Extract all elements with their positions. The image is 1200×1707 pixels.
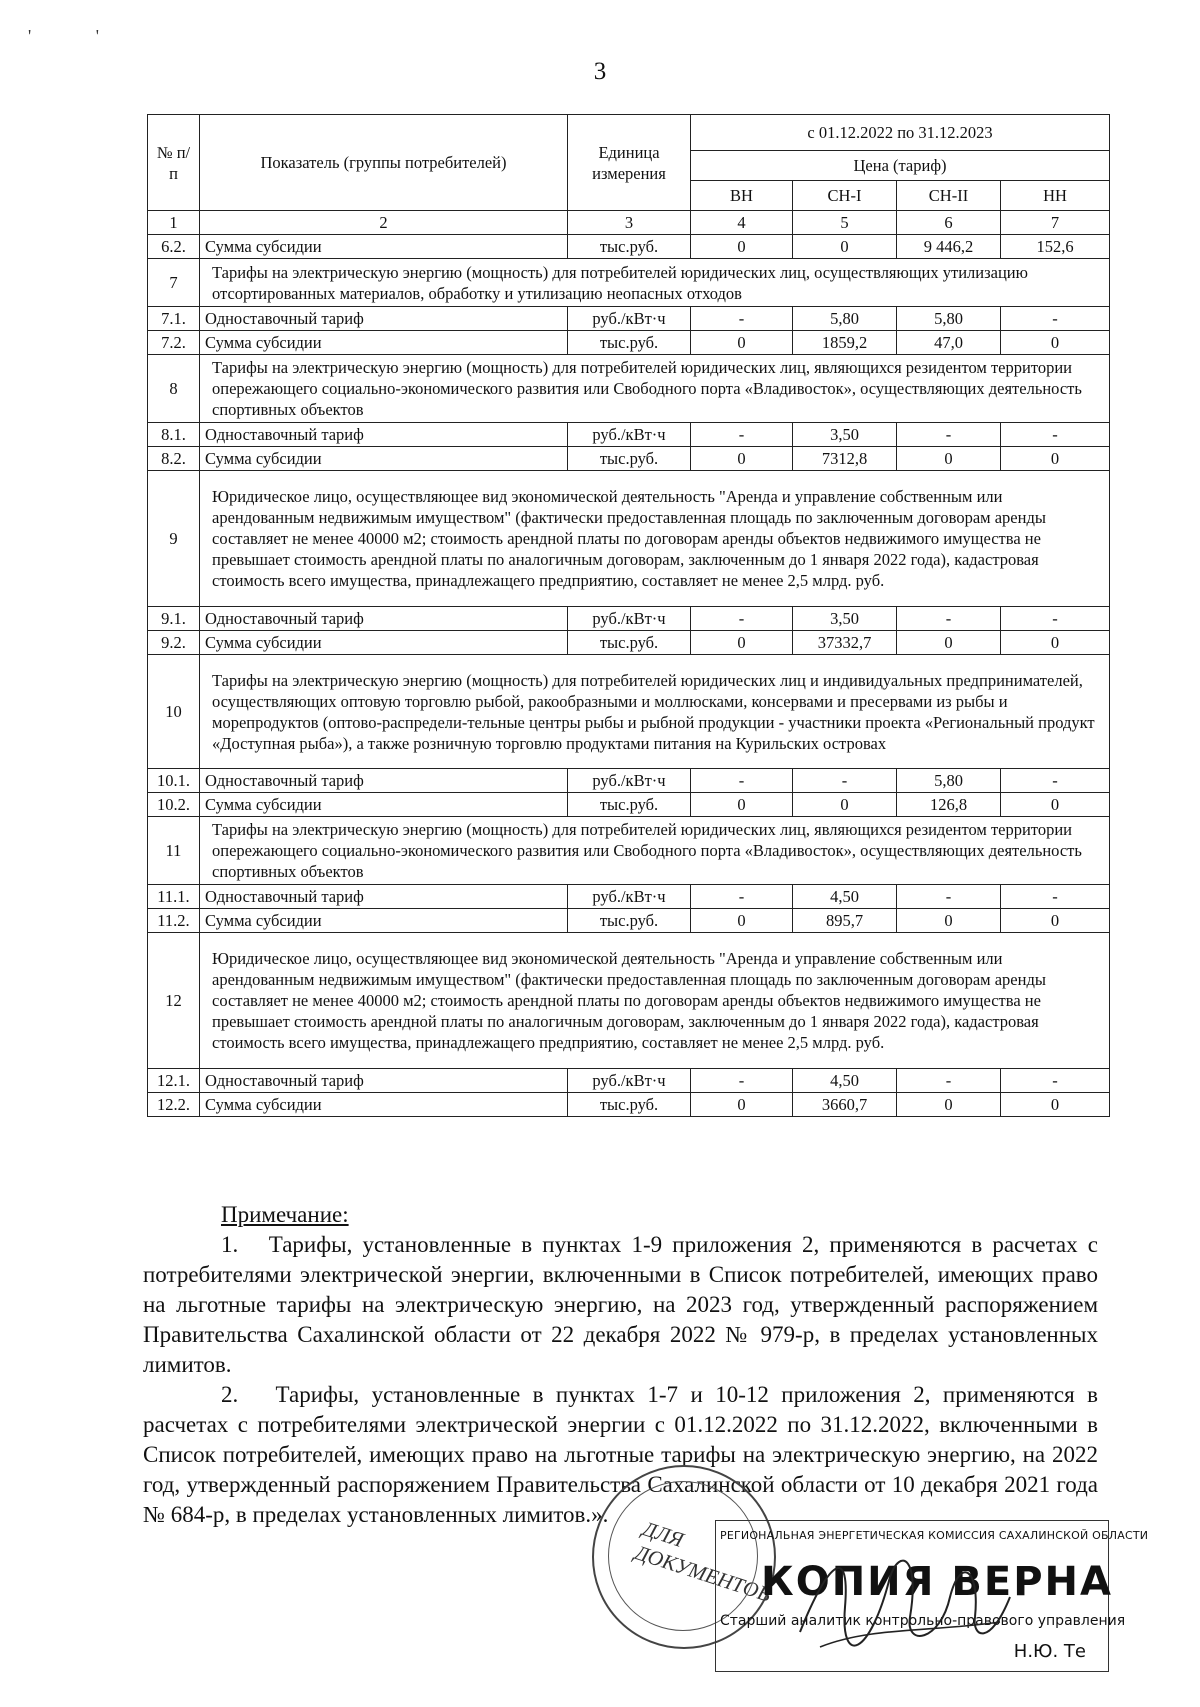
row-indicator: Одноставочный тариф	[200, 769, 568, 793]
group-num: 12	[148, 933, 200, 1069]
tariff-table	[147, 114, 1110, 1117]
row-value: -	[793, 769, 897, 793]
row-value: 895,7	[793, 909, 897, 933]
row-value: 0	[691, 331, 793, 355]
header-num: № п/п	[148, 115, 200, 211]
row-value: 0	[897, 909, 1001, 933]
table-body	[148, 235, 1110, 1117]
row-value: 0	[897, 1093, 1001, 1117]
row-value: -	[691, 607, 793, 631]
note-item-2: 2. Тарифы, установленные в пунктах 1-7 и 10-12 приложения 2, применяются в расчетах с потребителями электрической энергии с 01.12.2022 по 31.12.2022, включенными в Список потребителей, имеющих право на льготные тарифы на электрическую энергию, на 2022 год, утвержденный распоряжением Правительства Сахалинской области от 10 декабря 2021 года № 684-р, в пределах установленных лимитов.».	[143, 1382, 1098, 1527]
col-number: 4	[691, 211, 793, 235]
row-value: 0	[691, 235, 793, 259]
row-value: -	[897, 423, 1001, 447]
header-level-vn: ВН	[691, 181, 793, 211]
row-value: -	[897, 1069, 1001, 1093]
row-value: 0	[1001, 1093, 1110, 1117]
row-value: -	[691, 423, 793, 447]
round-seal-text: ДЛЯ ДОКУМЕНТОВ	[632, 1516, 775, 1607]
row-value: 5,80	[897, 307, 1001, 331]
header-period: с 01.12.2022 по 31.12.2023	[691, 115, 1110, 151]
row-indicator: Одноставочный тариф	[200, 607, 568, 631]
row-value: 4,50	[793, 885, 897, 909]
row-value: 1859,2	[793, 331, 897, 355]
table-row	[148, 307, 1110, 331]
row-value: 3,50	[793, 607, 897, 631]
col-number: 7	[1001, 211, 1110, 235]
row-value: 7312,8	[793, 447, 897, 471]
row-indicator: Сумма субсидии	[200, 1093, 568, 1117]
row-value: -	[897, 607, 1001, 631]
row-value: -	[897, 885, 1001, 909]
row-num: 10.1.	[148, 769, 200, 793]
group-description: Юридическое лицо, осуществляющее вид экономической деятельность "Аренда и управление собственным или арендованным недвижимым имуществом" (фактически предоставленная площадь по заключенным договорам аренды составляет не менее 40000 м2; стоимость арендной платы по договорам аренды объектов недвижимого имущества не превышает стоимость арендной платы по аналогичным договорам, заключенным до 1 января 2022 года), кадастровая стоимость всего имущества, принадлежащего предприятию, составляет не менее 2,5 млрд. руб.	[200, 471, 1110, 607]
row-value: 0	[1001, 447, 1110, 471]
row-value: 0	[691, 1093, 793, 1117]
stamp-organization: РЕГИОНАЛЬНАЯ ЭНЕРГЕТИЧЕСКАЯ КОМИССИЯ САХАЛИНСКОЙ ОБЛАСТИ	[720, 1529, 1149, 1542]
table-row	[148, 235, 1110, 259]
row-value: 0	[1001, 631, 1110, 655]
table-row	[148, 769, 1110, 793]
row-num: 8.1.	[148, 423, 200, 447]
scan-specks: ' '	[28, 26, 129, 46]
table-group-row	[148, 933, 1110, 1069]
table-group-row	[148, 471, 1110, 607]
row-value: 0	[1001, 331, 1110, 355]
header-indicator: Показатель (группы потребителей)	[200, 115, 568, 211]
row-value: -	[691, 307, 793, 331]
row-value: 152,6	[1001, 235, 1110, 259]
row-unit: руб./кВт·ч	[568, 423, 691, 447]
row-num: 7.1.	[148, 307, 200, 331]
row-value: -	[1001, 423, 1110, 447]
group-description: Тарифы на электрическую энергию (мощность) для потребителей юридических лиц, являющихся резидентом территории опережающего социально-экономического развития или Свободного порта «Владивосток», осуществляющих деятельность спортивных объектов	[200, 817, 1110, 885]
row-unit: тыс.руб.	[568, 909, 691, 933]
table-header	[148, 115, 1110, 235]
row-value: 3,50	[793, 423, 897, 447]
table-row	[148, 885, 1110, 909]
col-number: 6	[897, 211, 1001, 235]
table-row	[148, 447, 1110, 471]
table-group-row	[148, 355, 1110, 423]
row-value: -	[691, 769, 793, 793]
row-value: 0	[691, 909, 793, 933]
stamp-title: КОПИЯ ВЕРНА	[761, 1559, 1113, 1605]
group-description: Тарифы на электрическую энергию (мощность) для потребителей юридических лиц, являющихся резидентом территории опережающего социально-экономического развития или Свободного порта «Владивосток», осуществляющих деятельность спортивных объектов	[200, 355, 1110, 423]
stamp-position: Старший аналитик контрольно-правового управления	[720, 1613, 1126, 1629]
row-num: 9.2.	[148, 631, 200, 655]
row-value: 0	[691, 793, 793, 817]
row-num: 9.1.	[148, 607, 200, 631]
row-indicator: Одноставочный тариф	[200, 307, 568, 331]
row-value: 126,8	[897, 793, 1001, 817]
table-row	[148, 1093, 1110, 1117]
row-indicator: Одноставочный тариф	[200, 1069, 568, 1093]
table-row	[148, 909, 1110, 933]
table-group-row	[148, 259, 1110, 307]
group-num: 11	[148, 817, 200, 885]
row-value: 37332,7	[793, 631, 897, 655]
row-unit: тыс.руб.	[568, 631, 691, 655]
row-value: -	[1001, 885, 1110, 909]
stamp-name: Н.Ю. Те	[1013, 1641, 1086, 1662]
row-value: 0	[1001, 909, 1110, 933]
row-num: 8.2.	[148, 447, 200, 471]
table-group-row	[148, 655, 1110, 769]
row-unit: тыс.руб.	[568, 235, 691, 259]
row-num: 11.1.	[148, 885, 200, 909]
row-unit: руб./кВт·ч	[568, 607, 691, 631]
row-num: 10.2.	[148, 793, 200, 817]
row-value: -	[691, 885, 793, 909]
row-indicator: Сумма субсидии	[200, 331, 568, 355]
row-value: -	[1001, 1069, 1110, 1093]
row-unit: тыс.руб.	[568, 1093, 691, 1117]
notes-title: Примечание:	[221, 1202, 349, 1227]
row-unit: тыс.руб.	[568, 331, 691, 355]
row-value: 3660,7	[793, 1093, 897, 1117]
table-row	[148, 793, 1110, 817]
group-num: 8	[148, 355, 200, 423]
col-number: 2	[200, 211, 568, 235]
row-indicator: Сумма субсидии	[200, 793, 568, 817]
row-num: 12.2.	[148, 1093, 200, 1117]
row-value: 0	[1001, 793, 1110, 817]
header-level-sn2: СН-II	[897, 181, 1001, 211]
row-value: -	[691, 1069, 793, 1093]
row-value: 0	[691, 631, 793, 655]
row-value: 0	[793, 235, 897, 259]
table-row	[148, 1069, 1110, 1093]
row-unit: руб./кВт·ч	[568, 1069, 691, 1093]
row-value: -	[1001, 307, 1110, 331]
row-unit: тыс.руб.	[568, 793, 691, 817]
row-value: 5,80	[897, 769, 1001, 793]
table-row	[148, 423, 1110, 447]
group-num: 10	[148, 655, 200, 769]
row-value: 4,50	[793, 1069, 897, 1093]
header-unit: Единица измерения	[568, 115, 691, 211]
column-number-row	[148, 211, 1110, 235]
row-indicator: Одноставочный тариф	[200, 423, 568, 447]
group-description: Тарифы на электрическую энергию (мощность) для потребителей юридических лиц и индивидуальных предпринимателей, осуществляющих оптовую торговлю рыбой, ракообразными и моллюсками, консервами и пресервами из рыбы и морепродуктов (оптово-распредели-тельные центры рыбы и рыбной продукции - участники проекта «Региональный продукт «Доступная рыба»), а также розничную торговлю продуктами питания на Курильских островах	[200, 655, 1110, 769]
table-group-row	[148, 817, 1110, 885]
row-unit: тыс.руб.	[568, 447, 691, 471]
row-indicator: Сумма субсидии	[200, 631, 568, 655]
row-unit: руб./кВт·ч	[568, 769, 691, 793]
group-num: 7	[148, 259, 200, 307]
row-indicator: Сумма субсидии	[200, 447, 568, 471]
signature-icon	[790, 1537, 1020, 1667]
header-level-nn: НН	[1001, 181, 1110, 211]
row-num: 6.2.	[148, 235, 200, 259]
row-num: 11.2.	[148, 909, 200, 933]
row-value: 9 446,2	[897, 235, 1001, 259]
page-number: 3	[593, 58, 607, 85]
row-num: 7.2.	[148, 331, 200, 355]
table-row	[148, 607, 1110, 631]
row-indicator: Сумма субсидии	[200, 909, 568, 933]
table-row	[148, 331, 1110, 355]
row-indicator: Одноставочный тариф	[200, 885, 568, 909]
row-value: 0	[691, 447, 793, 471]
certification-stamps	[580, 1455, 1149, 1695]
group-description: Тарифы на электрическую энергию (мощность) для потребителей юридических лиц, осуществляющих утилизацию отсортированных материалов, обработку и утилизацию неопасных отходов	[200, 259, 1110, 307]
row-value: 0	[793, 793, 897, 817]
row-value: -	[1001, 769, 1110, 793]
row-value: 0	[897, 447, 1001, 471]
row-value: 0	[897, 631, 1001, 655]
row-indicator: Сумма субсидии	[200, 235, 568, 259]
table-row	[148, 631, 1110, 655]
group-description: Юридическое лицо, осуществляющее вид экономической деятельность "Аренда и управление собственным или арендованным недвижимым имуществом" (фактически предоставленная площадь по заключенным договорам аренды составляет не менее 40000 м2; стоимость арендной платы по договорам аренды объектов недвижимого имущества не превышает стоимость арендной платы по аналогичным договорам, заключенным до 1 января 2022 года), кадастровая стоимость всего имущества, принадлежащего предприятию, составляет не менее 2,5 млрд. руб.	[200, 933, 1110, 1069]
col-number: 1	[148, 211, 200, 235]
row-value: 47,0	[897, 331, 1001, 355]
row-value: -	[1001, 607, 1110, 631]
header-price: Цена (тариф)	[691, 151, 1110, 181]
note-item-1: 1. Тарифы, установленные в пунктах 1-9 приложения 2, применяются в расчетах с потребителями электрической энергии, включенными в Список потребителей, имеющих право на льготные тарифы на электрическую энергию, на 2023 год, утвержденный распоряжением Правительства Сахалинской области от 22 декабря 2022 № 979-р, в пределах установленных лимитов.	[143, 1232, 1098, 1377]
row-unit: руб./кВт·ч	[568, 885, 691, 909]
col-number: 5	[793, 211, 897, 235]
row-unit: руб./кВт·ч	[568, 307, 691, 331]
col-number: 3	[568, 211, 691, 235]
group-num: 9	[148, 471, 200, 607]
row-num: 12.1.	[148, 1069, 200, 1093]
header-level-sn1: СН-I	[793, 181, 897, 211]
row-value: 5,80	[793, 307, 897, 331]
